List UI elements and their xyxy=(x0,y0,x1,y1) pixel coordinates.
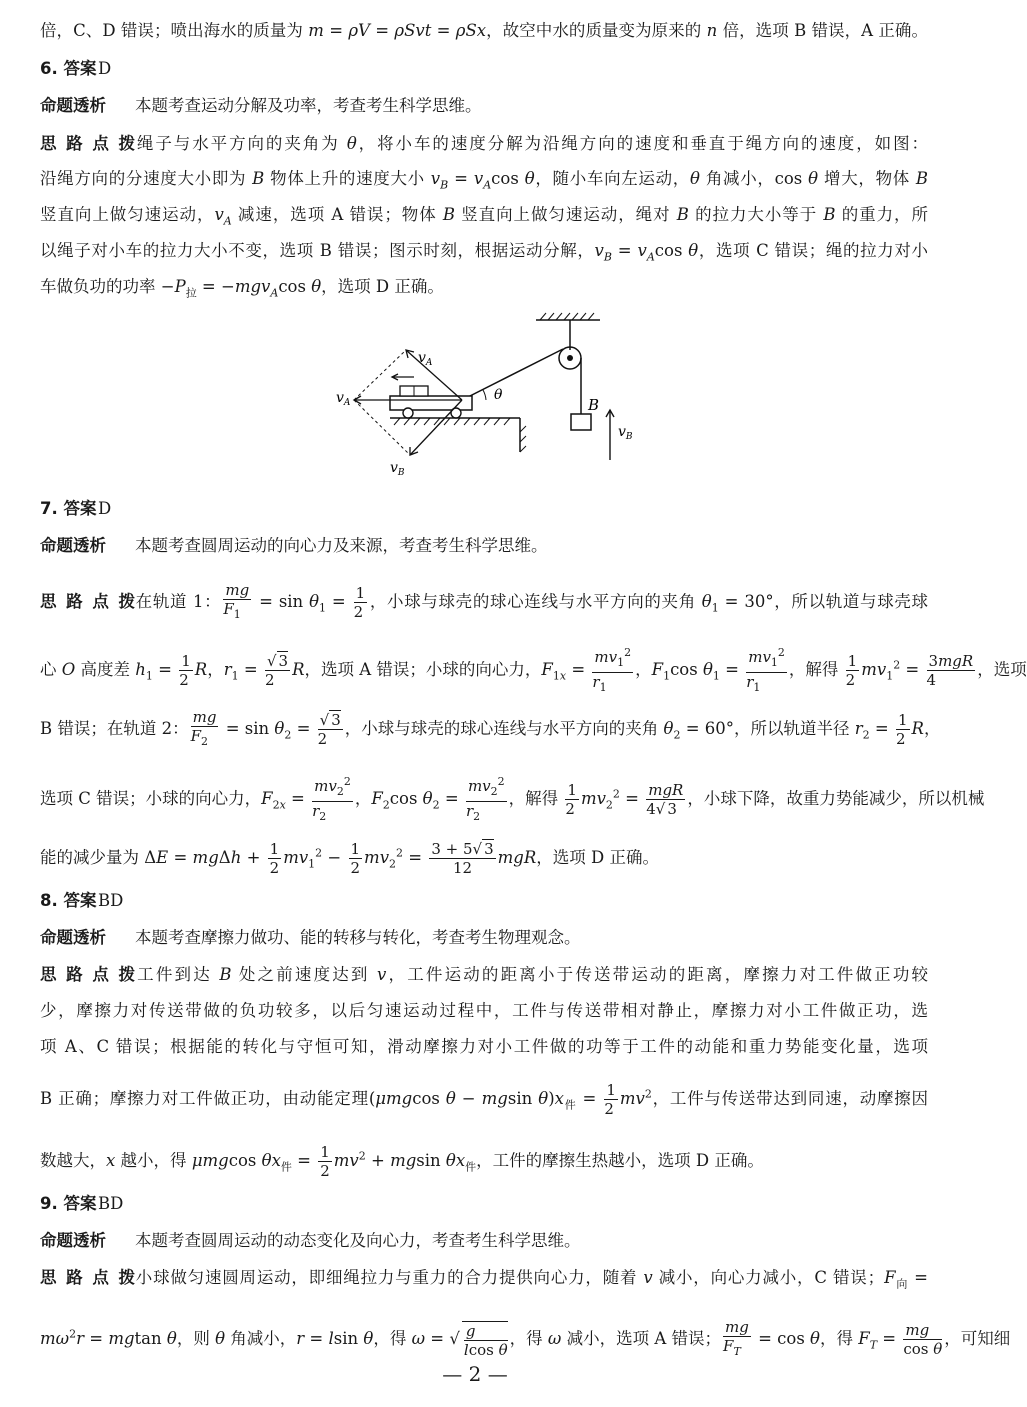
q7-text-line: 心 O 高度差 $h_1$ = $\frac{1}{2}$ R，$r_1$ = $\frac{√ 3}{2}$ R，选项 A 错误；小球的向心力，$F_{1x}$ = $\frac{mv_1^2}{r_1}$ ，$F_1\cos$ $\theta_1$ = $\frac{mv_1^2}{r_1}$ ，解得 $\frac{1}{2}$ $mv_1^2$ = 3mgR 4 ，选项 xyxy=(40,646,1027,694)
q7-answer: D xyxy=(98,499,112,518)
q6-answer: D xyxy=(98,59,112,78)
q7-text-line: 能的减少量为 ΔE = mgΔh + $\frac{1}{2}$ $mv_1^2$ − $\frac{1}{2}$ $mv_2^2$ = $\frac{3 + 5√ 3}{12}$ mgR，选项 D 正确。 xyxy=(40,840,659,877)
q8-hint-line: 思路点拨工件到达 B 处之前速度达到 v，工件运动的距离小于传送带运动的距离，摩擦力对工件做正功较 xyxy=(40,965,929,984)
label-vA-left: $v_A$ xyxy=(336,390,351,408)
q6-hint-line: 思路点拨绳子与水平方向的夹角为 θ，将小车的速度分解为沿绳方向的速度和垂直于绳方向的速度，如图： xyxy=(40,134,929,153)
q9-answer-line xyxy=(40,1193,928,1215)
q9-answer: BD xyxy=(98,1194,124,1213)
label-block-B: B xyxy=(588,396,600,414)
q6-intent-line xyxy=(40,95,928,117)
q8-text-line: 项 A、C 错误；根据能的转化与守恒可知，滑动摩擦力对小工件做的功等于工件的动能和重力势能变化量，选项 xyxy=(40,1037,928,1056)
velocity-decomposition-diagram xyxy=(328,310,633,492)
q8-number: 8. 答案 xyxy=(40,891,97,910)
q6-intent-label: 命题透析 xyxy=(40,96,106,115)
q8-text-line: B 正确；摩擦力对工件做正功，由动能定理(μmgcos θ − mgsin $\theta)x_件$ = $\frac{1}{2}$ $mv^2$，工件与传送带达到同速，动摩擦因 xyxy=(40,1081,929,1118)
q9-hint-line: 思路点拨小球做匀速圆周运动，即细绳拉力与重力的合力提供向心力，随着 v 减小，向心力减小，C 错误；$F_向$ = xyxy=(40,1268,929,1291)
label-vA-top: $v_A$ xyxy=(418,350,433,368)
q6-text-line: 车做负功的功率 $-P_拉 = -mgv_A\cos$ θ，选项 D 正确。 xyxy=(40,277,444,300)
q7-text-line: B 错误；在轨道 2： $\frac{mg}{F_2}$ = $\sin \theta_2$ = $\frac{√ 3}{2}$ ，小球与球壳的球心连线与水平方向的夹角 $\theta_2 = 60^\circ$，所以轨道半径 $r_2$ = $\frac{1}{2}$ R， xyxy=(40,708,941,748)
q7-hint-line: 思路点拨在轨道 1： $\frac{mg}{F_1}$ = $\sin \theta_1$ = $\frac{1}{2}$ ，小球与球壳的球心连线与水平方向的夹角 $\theta_1 = 30^\circ$，所以轨道与球壳球 xyxy=(40,581,929,621)
q6-hint-label: 思路点拨 xyxy=(40,134,135,153)
q9-intent-label: 命题透析 xyxy=(40,1231,106,1250)
q8-answer-line xyxy=(40,890,928,912)
q6-intent: 本题考查运动分解及功率，考查考生科学思维。 xyxy=(135,96,482,115)
q8-intent-label: 命题透析 xyxy=(40,928,106,947)
q7-intent-label: 命题透析 xyxy=(40,536,106,555)
q7-number: 7. 答案 xyxy=(40,499,97,518)
q7-intent-line xyxy=(40,535,928,557)
label-vB-right: $v_B$ xyxy=(618,424,633,442)
text-line: 倍，C、D 错误；喷出海水的质量为 m = ρV = ρSvt = ρSx，故空中水的质量变为原来的 n 倍，选项 B 错误，A 正确。 xyxy=(40,21,928,40)
q6-text-line: 以绳子对小车的拉力大小不变，选项 B 错误；图示时刻，根据运动分解，$v_B = v_A\cos$ θ，选项 C 错误；绳的拉力对小 xyxy=(40,241,928,264)
q8-text-line: 少，摩擦力对传送带做的负功较多，以后匀速运动过程中，工件与传送带相对静止，摩擦力对小工件做正功，选 xyxy=(40,1001,928,1020)
q8-answer: BD xyxy=(98,891,124,910)
q7-intent: 本题考查圆周运动的向心力及来源，考查考生科学思维。 xyxy=(135,536,548,555)
q9-hint-label: 思路点拨 xyxy=(40,1268,135,1287)
q8-hint-label: 思路点拨 xyxy=(40,965,135,984)
q6-text-line: 沿绳方向的分速度大小即为 B 物体上升的速度大小 $v_B = v_A\cos$ θ，随小车向左运动，θ 角减小，cos θ 增大，物体 B xyxy=(40,169,928,192)
q9-text-line: $m\omega^2r = mgtan$ θ，则 θ 角减小，r = lsin θ，得 ω = √ $\frac{g}{\text{lcos θ}}$ ，得 ω 减小，选项 A 错误； $\frac{mg}{F_T}$ = cos θ，得 $F_T$ = $\frac{mg}{\text{cos θ}}$ ，可知细 xyxy=(40,1318,1011,1359)
q8-intent-line xyxy=(40,927,928,949)
q7-text-line: 选项 C 错误；小球的向心力，$F_{2x}$ = $\frac{mv_2^2}{r_2}$ ，$F_2\cos$ $\theta_2$ = $\frac{mv_2^2}{r_2}$ ，解得 $\frac{1}{2}$ $mv_2^2$ = mgR 4√ 3 ，小球下降，故重力势能减少，所以机械 xyxy=(40,775,985,823)
q6-text-line: 竖直向上做匀速运动，$v_A$ 减速，选项 A 错误；物体 B 竖直向上做匀速运动，绳对 B 的拉力大小等于 B 的重力，所 xyxy=(40,205,929,228)
q9-intent-line xyxy=(40,1230,928,1252)
page-number: — 2 — xyxy=(442,1362,508,1386)
q6-answer-line xyxy=(40,58,928,80)
q9-number: 9. 答案 xyxy=(40,1194,97,1213)
label-vB-bottom: $v_B$ xyxy=(390,460,405,478)
q8-text-line: 数越大，x 越小，得 μmgcos $\theta x_件$ = $\frac{1}{2}$ $mv^2 + mgsin$ $\theta x_件$，工件的摩擦生热越小，选项 D 正确。 xyxy=(40,1143,764,1180)
q7-answer-line xyxy=(40,498,928,520)
q6-number: 6. 答案 xyxy=(40,59,97,78)
label-theta: θ xyxy=(494,387,503,403)
q9-intent: 本题考查圆周运动的动态变化及向心力，考查考生科学思维。 xyxy=(135,1231,581,1250)
q8-intent: 本题考查摩擦力做功、能的转移与转化，考查考生物理观念。 xyxy=(135,928,581,947)
q7-hint-label: 思路点拨 xyxy=(40,592,135,611)
